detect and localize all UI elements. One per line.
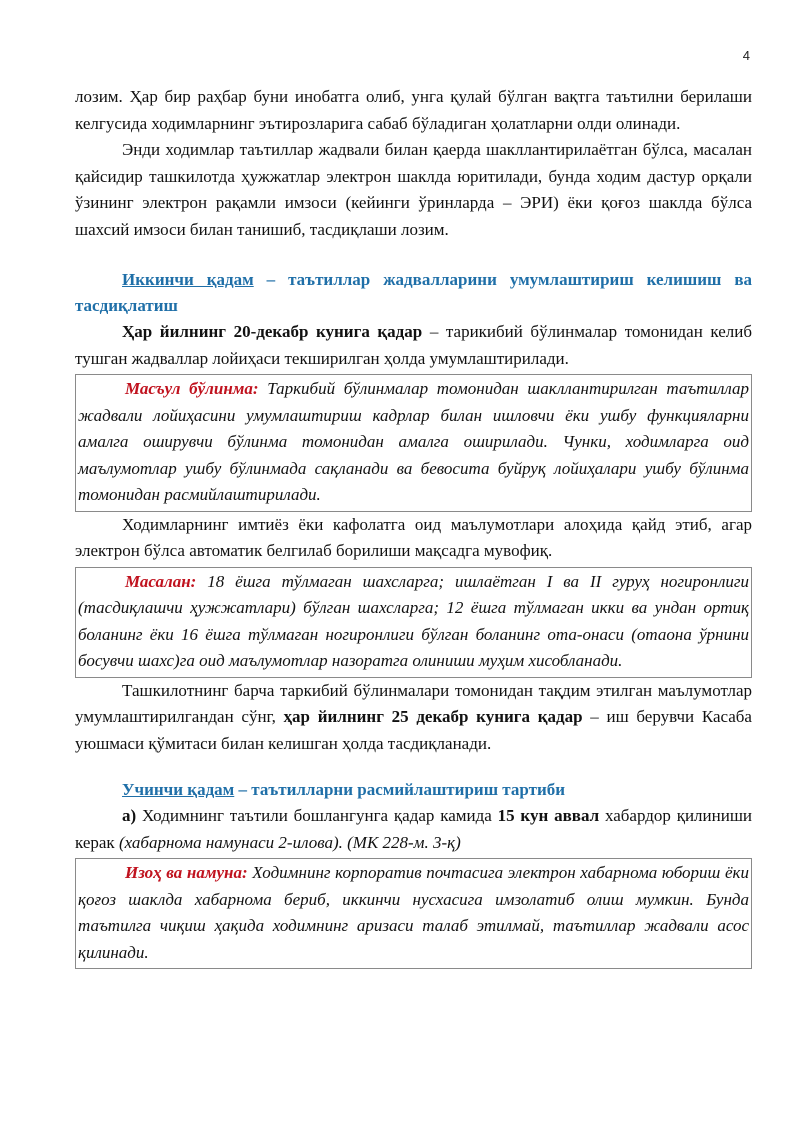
note-example-label: Изоҳ ва намуна: <box>125 863 248 882</box>
page-number: 4 <box>742 48 750 63</box>
step3-item-a <box>75 803 752 856</box>
note-example-text: Ходимнинг корпоратив почтасига электрон хабарнома юбориш ёки қоғоз шаклда хабарнома бериб, иккинчи нусхасига имзолатиб олиш мумкин. Бунда таътилга чиқиш ҳақида ходимнинг аризаси талаб этилмай, таътиллар жадвали асос қилинади. <box>78 863 749 962</box>
step2-lead-text: – тарикибий бўлинмалар томонидан келиб тушган жадваллар лойиҳаси текширилган ҳолда умумлаштирилади. <box>75 322 752 368</box>
responsible-unit-box <box>75 374 752 512</box>
step2-title: – таътиллар жадвалларини умумлаштириш келишиш ва тасдиқлатиш <box>75 270 753 315</box>
approval-deadline: ҳар йилнинг 25 декабр кунига қадар <box>283 707 583 726</box>
benefits-paragraph: Ходимларнинг имтиёз ёки кафолатга оид маълумотлари алоҳида қайд этиб, агар электрон бўлса автоматик белгилаб борилиши мақсадга мувофиқ. <box>75 514 752 560</box>
item-a-letter: а) <box>122 806 137 825</box>
example-box <box>75 567 752 678</box>
approval-paragraph <box>75 678 752 758</box>
responsible-unit-label: Масъул бўлинма: <box>125 379 259 398</box>
step2-heading <box>75 267 752 319</box>
step3-label: Учинчи қадам <box>122 780 235 799</box>
item-a-reference: (хабарнома намунаси 2-илова). (МК 228-м. 3-қ) <box>118 832 461 852</box>
step3-title: – таътилларни расмийлаштириш тартиби <box>234 780 566 799</box>
paragraph-intro: лозим. Ҳар бир раҳбар буни инобатга олиб, унга қулай бўлган вақтга таътилни берилаши келгусида ходимларнинг эътирозларига сабаб бўладиган ҳолатларни олди олинади. <box>75 87 752 133</box>
page-body <box>75 84 752 969</box>
approval-text-post: – иш берувчи Касаба уюшмаси қўмитаси билан келишган ҳолда тасдиқланади. <box>75 707 752 753</box>
example-label: Масалан: <box>125 571 197 591</box>
item-a-text-post: хабардор қилиниши керак <box>75 806 753 852</box>
paragraph-signing: Энди ходимлар таътиллар жадвали билан қаерда шакллантирилаётган бўлса, масалан қайсидир ташкилотда ҳужжатлар электрон шаклда юритилади, бунда ходим дастур орқали ўзининг электрон рақамли имзоси (кейинги ўринларда – ЭРИ) ёки қоғоз шаклда бўлса шахсий имзоси билан танишиб, тасдиқлаши лозим. <box>75 140 752 239</box>
example-text: 18 ёшга тўлмаган шахсларга; ишлаётган I ва II гуруҳ ногиронлиги (тасдиқлашчи ҳужжатлари) бўлган шахсларга; 12 ёшга тўлмаган икки ва ундан ортиқ боланинг ёки 16 ёшга тўлмаган ногиронлиги бўлган боланинг ота-онаси (отаона ўрнини босувчи шахс)га оид маълумотлар назоратга олиниши муҳим хисобланади. <box>78 571 749 670</box>
note-example-box <box>75 858 752 969</box>
approval-text-pre: Ташкилотнинг барча таркибий бўлинмалари томонидан тақдим этилган маълумотлар умумлаштирилгандан сўнг, <box>75 680 752 726</box>
responsible-unit-text: Таркибий бўлинмалар томонидан шакллантирилган таътиллар жадвали лойиҳасини умумлаштириш кадрлар билан ишловчи ёки ушбу функцияларни амалга оширувчи бўлинма томонидан амалга оширилади. Чунки, ходимларга оид маълумотлар ушбу бўлинмада сақланади ва бевосита буйруқ лойиҳалари ушбу бўлинма томонидан расмийлаштирилади. <box>78 379 749 504</box>
item-a-deadline: 15 кун аввал <box>497 806 600 825</box>
item-a-text-pre: Ходимнинг таътили бошлангунга қадар камида <box>136 806 498 825</box>
step2-lead-deadline: Ҳар йилнинг 20-декабр кунига қадар <box>122 322 423 341</box>
step3-heading <box>75 777 752 803</box>
step2-label: Иккинчи қадам <box>122 270 254 289</box>
step2-lead <box>75 319 752 372</box>
